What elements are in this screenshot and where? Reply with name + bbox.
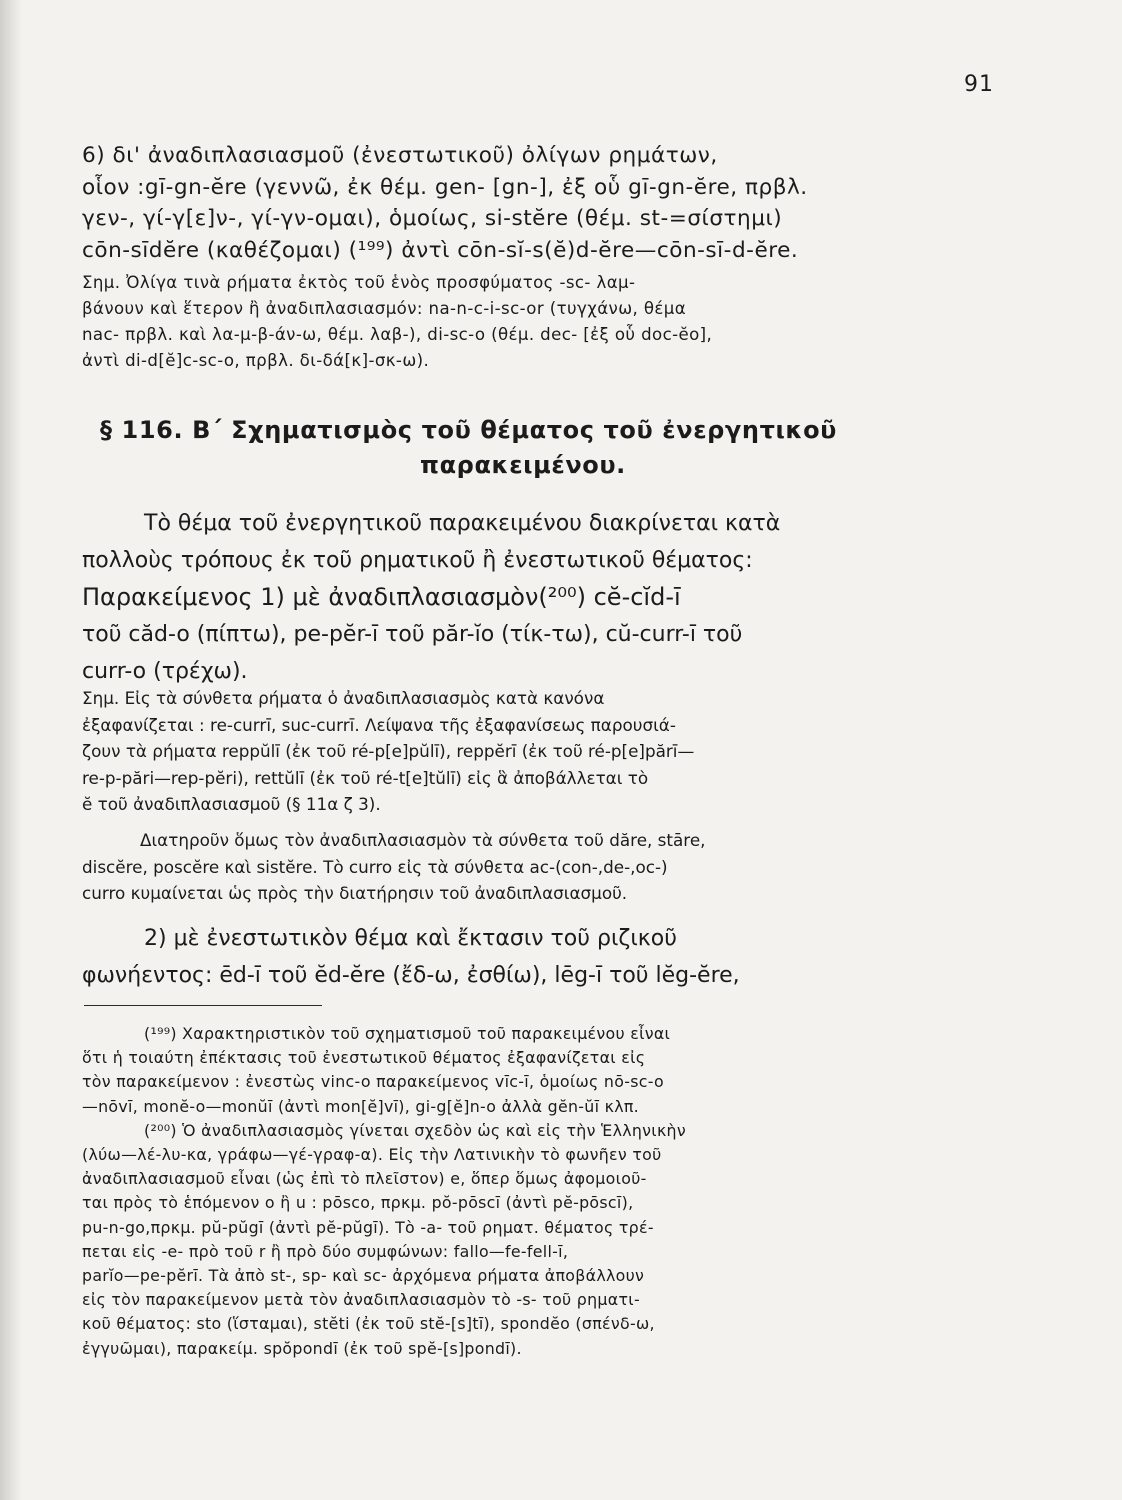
note-line: ἐξαφανίζεται : re-currī, suc-currī. Λείψανα τῆς ἐξαφανίσεως παρουσιά-: [82, 714, 676, 735]
footnotes: [82, 1022, 994, 1361]
text-line: οἷον :gī-gn-ĕre (γεννῶ, ἐκ θέμ. gen- [gn-], ἐξ οὗ gī-gn-ĕre, πρβλ.: [82, 174, 808, 200]
note-line: Διατηροῦν ὅμως τὸν ἀναδιπλασιασμὸν τὰ σύνθετα τοῦ dăre, stāre,: [140, 830, 706, 850]
note-line: Σημ. Εἰς τὰ σύνθετα ρήματα ὁ ἀναδιπλασιασμὸς κατὰ κανόνα: [82, 688, 605, 708]
note-line: βάνουν καὶ ἕτερον ἢ ἀναδιπλασιασμόν: na-n-c-i-sc-or (τυγχάνω, θέμα: [82, 299, 687, 318]
paragraph-perfect-stem: [82, 505, 994, 690]
footnote-line: τὸν παρακείμενον : ἐνεστὼς vinc-o παρακείμενος vīc-ī, ὁμοίως nō-sc-o: [82, 1072, 664, 1092]
text-line: 6) δι' ἀναδιπλασιασμοῦ (ἐνεστωτικοῦ) ὀλίγων ρημάτων,: [82, 143, 718, 168]
note-line: ζουν τὰ ρήματα reppŭlī (ἐκ τοῦ ré-p[e]pŭlī), reppĕrī (ἐκ τοῦ ré-p[e]părī—: [82, 741, 695, 761]
note-line: discĕre, poscĕre καὶ sistĕre. Τὸ curro εἰς τὰ σύνθετα ac-(con-,de-,oc-): [82, 856, 668, 877]
note-line: ĕ τοῦ ἀναδιπλασιασμοῦ (§ 11α ζ 3).: [82, 794, 381, 814]
footnote-line: ἀναδιπλασιασμοῦ εἶναι (ὡς ἐπὶ τὸ πλεῖστον) e, ὅπερ ὅμως ἀφομοιοῦ-: [82, 1169, 647, 1189]
paragraph-vowel-lengthening: [82, 920, 994, 994]
section-heading-line: § 116. Β΄ Σχηματισμὸς τοῦ θέματος τοῦ ἐνεργητικοῦ: [100, 416, 837, 444]
text-line: curr-o (τρέχω).: [82, 659, 248, 684]
footnote-line: πεται εἰς -e- πρὸ τοῦ r ἢ πρὸ δύο συμφώνων: fallo—fe-fell-ī,: [82, 1241, 569, 1261]
section-heading-line: παρακειμένου.: [420, 451, 626, 479]
footnote-line: εἰς τὸν παρακείμενον μετὰ τὸν ἀναδιπλασιασμὸν τὸ -s- τοῦ ρηματι-: [82, 1290, 640, 1310]
footnote-line: ται πρὸς τὸ ἑπόμενον o ἢ u : pōsco, πρκμ. pŏ-pōscī (ἀντὶ pĕ-pōscī),: [82, 1193, 634, 1213]
section-heading: [100, 413, 1000, 483]
footnote-separator: [84, 1005, 322, 1006]
text-line: Τὸ θέμα τοῦ ἐνεργητικοῦ παρακειμένου διακρίνεται κατὰ: [144, 511, 781, 536]
note-line: Σημ. Ὀλίγα τινὰ ρήματα ἐκτὸς τοῦ ἑνὸς προσφύματος -sc- λαμ-: [82, 273, 636, 292]
footnote-line: κοῦ θέματος: sto (ἵσταμαι), stĕti (ἐκ τοῦ stĕ-[s]tī), spondĕo (σπένδ-ω,: [82, 1314, 655, 1334]
footnote-line: ἐγγυῶμαι), παρακείμ. spŏpondī (ἐκ τοῦ spĕ-[s]pondī).: [82, 1338, 522, 1358]
text-line: τοῦ căd-o (πίπτω), pe-pĕr-ī τοῦ păr-ĭo (τίκ-τω), cŭ-curr-ī τοῦ: [82, 622, 743, 647]
footnote-line: (¹⁹⁹) Χαρακτηριστικὸν τοῦ σχηματισμοῦ τοῦ παρακειμένου εἶναι: [144, 1024, 671, 1043]
page-number: 91: [964, 72, 994, 97]
note-line: curro κυμαίνεται ὡς πρὸς τὴν διατήρησιν τοῦ ἀναδιπλασιασμοῦ.: [82, 883, 628, 903]
text-line: 2) μὲ ἐνεστωτικὸν θέμα καὶ ἔκτασιν τοῦ ριζικοῦ: [144, 926, 677, 951]
footnote-line: (λύω—λέ-λυ-κα, γράφω—γέ-γραφ-α). Εἰς τὴν Λατινικὴν τὸ φωνῆεν τοῦ: [82, 1145, 662, 1165]
footnote-line: (²⁰⁰) Ὁ ἀναδιπλασιασμὸς γίνεται σχεδὸν ὡς καὶ εἰς τὴν Ἑλληνικὴν: [144, 1120, 686, 1140]
footnote-line: parĭo—pe-pĕrī. Τὰ ἀπὸ st-, sp- καὶ sc- ἀρχόμενα ρήματα ἀποβάλλουν: [82, 1266, 645, 1286]
note-preserved-reduplication: [82, 827, 994, 907]
footnote-line: ὅτι ἡ τοιαύτη ἐπέκτασις τοῦ ἐνεστωτικοῦ θέματος ἐξαφανίζεται εἰς: [82, 1048, 646, 1068]
text-line: φωνήεντος: ēd-ī τοῦ ĕd-ĕre (ἔδ-ω, ἐσθίω), lēg-ī τοῦ lĕg-ĕre,: [82, 963, 740, 988]
text-line: Παρακείμενος 1) μὲ ἀναδιπλασιασμὸν(²⁰⁰) cĕ-cĭd-ī: [82, 583, 681, 611]
binding-gutter-shadow: [0, 0, 22, 1500]
text-line: γεν-, γί-γ[ε]ν-, γί-γν-ομαι), ὁμοίως, si-stĕre (θέμ. st-=σίστημι): [82, 206, 783, 231]
footnote-line: —nōvī, monĕ-o—monŭī (ἀντὶ mon[ĕ]vī), gi-g[ĕ]n-o ἀλλὰ gĕn-ŭī κλπ.: [82, 1096, 640, 1116]
paragraph-reduplication-present: [82, 140, 994, 374]
note-compounds: [82, 685, 994, 818]
footnote-line: pu-n-go,πρκμ. pŭ-pŭgī (ἀντὶ pĕ-pŭgī). Τὸ -a- τοῦ ρηματ. θέματος τρέ-: [82, 1217, 654, 1237]
text-line: cōn-sīdĕre (καθέζομαι) (¹⁹⁹) ἀντὶ cōn-sĭ-s(ĕ)d-ĕre—cōn-sī-d-ĕre.: [82, 237, 799, 263]
text-line: πολλοὺς τρόπους ἐκ τοῦ ρηματικοῦ ἢ ἐνεστωτικοῦ θέματος:: [82, 548, 753, 573]
note-line: re-p-pări—rep-pĕri), rettŭlī (ἐκ τοῦ ré-t[e]tŭlī) εἰς ἃ ἀποβάλλεται τὸ: [82, 767, 649, 788]
note-line: nac- πρβλ. καὶ λα-μ-β-άν-ω, θέμ. λαβ-), di-sc-o (θέμ. dec- [ἐξ οὗ doc-ĕo],: [82, 325, 713, 344]
note-line: ἀντὶ di-d[ĕ]c-sc-o, πρβλ. δι-δά[κ]-σκ-ω).: [82, 351, 430, 370]
